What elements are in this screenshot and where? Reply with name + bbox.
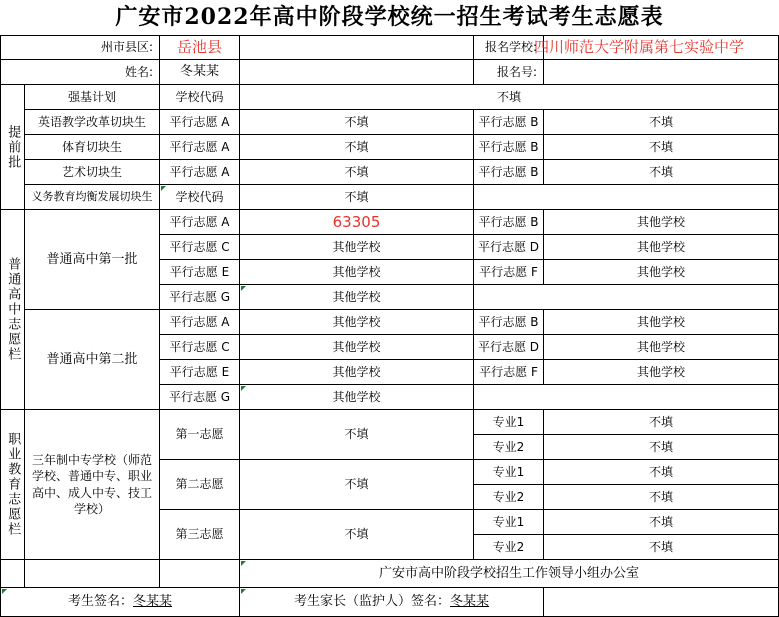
batch2-choice-label: 平行志愿 A <box>160 310 240 335</box>
major-label: 专业2 <box>474 535 544 560</box>
early-value[interactable]: 不填 <box>240 110 474 135</box>
batch2-value[interactable]: 其他学校 <box>544 310 779 335</box>
name-blank <box>240 60 474 85</box>
general-section-label: 普通高中志愿栏 <box>0 210 25 410</box>
student-signature[interactable] <box>0 588 240 617</box>
major-label: 专业2 <box>474 485 544 510</box>
major-value[interactable]: 不填 <box>544 510 779 535</box>
early-plan-label: 义务教育均衡发展切块生 <box>25 185 160 210</box>
early-value[interactable]: 不填 <box>544 160 779 185</box>
major-value[interactable]: 不填 <box>544 435 779 460</box>
batch2-value[interactable]: 其他学校 <box>240 335 474 360</box>
student-sign-value: 冬某某 <box>133 594 173 610</box>
batch1-value[interactable]: 其他学校 <box>544 210 779 235</box>
vocational-choice-label: 第三志愿 <box>160 510 240 560</box>
parent-sign-value: 冬某某 <box>450 594 490 610</box>
batch2-choice-label: 平行志愿 D <box>474 335 544 360</box>
parent-sign-label: 考生家长（监护人）签名： <box>293 594 450 610</box>
early-plan-label: 英语教学改革切块生 <box>25 110 160 135</box>
early-value[interactable]: 不填 <box>544 110 779 135</box>
batch1-choice-label: 平行志愿 C <box>160 235 240 260</box>
batch2-choice-label: 平行志愿 C <box>160 335 240 360</box>
early-value[interactable]: 不填 <box>544 135 779 160</box>
major-label: 专业2 <box>474 435 544 460</box>
early-blank <box>474 185 779 210</box>
student-sign-label: 考生签名： <box>67 594 133 610</box>
early-value[interactable]: 不填 <box>240 185 474 210</box>
major-value[interactable]: 不填 <box>544 535 779 560</box>
early-value[interactable]: 不填 <box>240 160 474 185</box>
vocational-choice-label: 第一志愿 <box>160 410 240 460</box>
batch1-value[interactable]: 其他学校 <box>544 260 779 285</box>
batch1-blank <box>474 285 779 310</box>
major-label: 专业1 <box>474 460 544 485</box>
district-value[interactable]: 岳池县 <box>160 35 240 60</box>
batch2-choice-label: 平行志愿 G <box>160 385 240 410</box>
office-name: 广安市高中阶段学校招生工作领导小组办公室 <box>240 560 779 588</box>
district-label: 州市县区: <box>0 35 160 60</box>
batch2-value[interactable]: 其他学校 <box>240 385 474 410</box>
batch1-value[interactable]: 其他学校 <box>240 235 474 260</box>
early-section-label: 提前批 <box>0 85 25 210</box>
batch1-choice-label: 平行志愿 E <box>160 260 240 285</box>
name-value[interactable]: 冬某某 <box>160 60 240 85</box>
major-value[interactable]: 不填 <box>544 410 779 435</box>
major-value[interactable]: 不填 <box>544 460 779 485</box>
batch1-choice-label: 平行志愿 B <box>474 210 544 235</box>
batch1-choice-label: 平行志愿 A <box>160 210 240 235</box>
early-plan-label: 强基计划 <box>25 85 160 110</box>
batch1-value[interactable]: 其他学校 <box>240 260 474 285</box>
early-choice-label: 平行志愿 B <box>474 110 544 135</box>
batch2-value[interactable]: 其他学校 <box>240 310 474 335</box>
name-label: 姓名: <box>0 60 160 85</box>
early-choice-label: 平行志愿 B <box>474 160 544 185</box>
batch2-choice-label: 平行志愿 F <box>474 360 544 385</box>
batch1-value[interactable]: 63305 <box>240 210 474 235</box>
batch2-value[interactable]: 其他学校 <box>240 360 474 385</box>
early-value[interactable]: 不填 <box>240 135 474 160</box>
batch2-choice-label: 平行志愿 B <box>474 310 544 335</box>
batch2-value[interactable]: 其他学校 <box>544 335 779 360</box>
major-label: 专业1 <box>474 510 544 535</box>
footer-blank <box>0 560 25 588</box>
early-choice-label: 平行志愿 A <box>160 160 240 185</box>
batch2-value[interactable]: 其他学校 <box>544 360 779 385</box>
batch1-value[interactable]: 其他学校 <box>544 235 779 260</box>
early-choice-label: 平行志愿 A <box>160 135 240 160</box>
vocational-choice-label: 第二志愿 <box>160 460 240 510</box>
form-title: 广安市2022年高中阶段学校统一招生考试考生志愿表 <box>115 4 664 30</box>
vocational-section-label: 职业教育志愿栏 <box>0 410 25 560</box>
vocational-choice-value[interactable]: 不填 <box>240 410 474 460</box>
early-value[interactable]: 不填 <box>240 85 779 110</box>
parent-signature[interactable] <box>240 588 544 617</box>
batch1-choice-label: 平行志愿 F <box>474 260 544 285</box>
batch2-choice-label: 平行志愿 E <box>160 360 240 385</box>
major-label: 专业1 <box>474 410 544 435</box>
batch1-value[interactable]: 其他学校 <box>240 285 474 310</box>
batch2-blank <box>474 385 779 410</box>
district-blank <box>240 35 474 60</box>
early-plan-label: 体育切块生 <box>25 135 160 160</box>
footer-blank <box>25 560 160 588</box>
early-choice-label: 平行志愿 A <box>160 110 240 135</box>
early-code-label: 学校代码 <box>160 85 240 110</box>
batch1-label: 普通高中第一批 <box>25 210 160 310</box>
regno-value[interactable] <box>500 60 779 85</box>
early-choice-label: 平行志愿 B <box>474 135 544 160</box>
school-value[interactable]: 四川师范大学附属第七实验中学 <box>500 35 779 60</box>
batch1-choice-label: 平行志愿 D <box>474 235 544 260</box>
major-value[interactable]: 不填 <box>544 485 779 510</box>
vocational-desc: 三年制中专学校（师范学校、普通中专、职业高中、成人中专、技工学校） <box>25 410 160 560</box>
school-label: 报名学校: <box>474 35 544 60</box>
vocational-choice-value[interactable]: 不填 <box>240 460 474 510</box>
vocational-choice-value[interactable]: 不填 <box>240 510 474 560</box>
signature-blank <box>544 588 779 617</box>
batch1-choice-label: 平行志愿 G <box>160 285 240 310</box>
early-plan-label: 艺术切块生 <box>25 160 160 185</box>
footer-blank <box>160 560 240 588</box>
regno-label: 报名号: <box>474 60 544 85</box>
early-code-label: 学校代码 <box>160 185 240 210</box>
batch2-label: 普通高中第二批 <box>25 310 160 410</box>
